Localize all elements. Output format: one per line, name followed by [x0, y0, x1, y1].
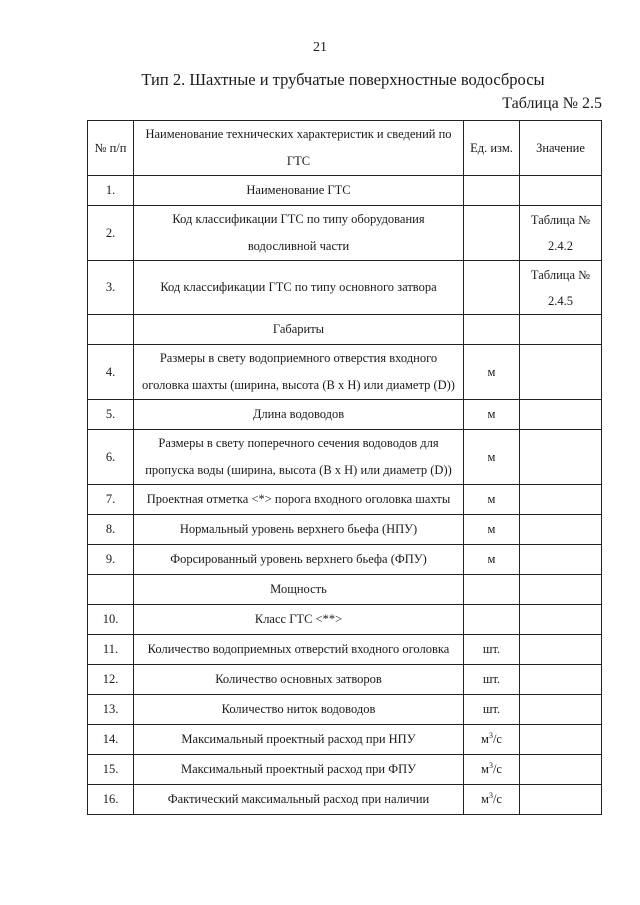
table-row — [88, 755, 602, 785]
row-name: Код классификации ГТС по типу оборудования водосливной части — [134, 206, 464, 261]
row-unit: шт. — [464, 665, 520, 695]
row-name: Класс ГТС <**> — [134, 605, 464, 635]
row-value — [520, 176, 602, 206]
row-name: Код классификации ГТС по типу основного затвора — [134, 261, 464, 315]
row-name: Размеры в свету водоприемного отверстия входного оголовка шахты (ширина, высота (В x Н) или диаметр (D)) — [134, 345, 464, 400]
row-number: 7. — [88, 485, 134, 515]
row-name: Нормальный уровень верхнего бьефа (НПУ) — [134, 515, 464, 545]
table-row — [88, 545, 602, 575]
header-value: Значение — [520, 121, 602, 176]
document-title: Тип 2. Шахтные и трубчатые поверхностные водосбросы — [141, 70, 545, 89]
row-unit: м — [464, 400, 520, 430]
row-value — [520, 400, 602, 430]
page-number: 21 — [313, 40, 327, 55]
table-row — [88, 605, 602, 635]
row-value: Таблица № 2.4.2 — [520, 206, 602, 261]
row-name: Фактический максимальный расход при наличии — [134, 785, 464, 815]
row-unit: м — [464, 430, 520, 485]
row-value — [520, 635, 602, 665]
table-row — [88, 515, 602, 545]
row-value: Таблица № 2.4.5 — [520, 261, 602, 315]
table-row — [88, 400, 602, 430]
row-number: 9. — [88, 545, 134, 575]
table-row — [88, 665, 602, 695]
row-unit: м — [464, 345, 520, 400]
row-number: 3. — [88, 261, 134, 315]
row-value — [520, 605, 602, 635]
row-unit — [464, 176, 520, 206]
row-value — [520, 575, 602, 605]
row-number: 13. — [88, 695, 134, 725]
row-number: 12. — [88, 665, 134, 695]
row-unit: шт. — [464, 635, 520, 665]
row-name: Габариты — [134, 315, 464, 345]
row-number: 11. — [88, 635, 134, 665]
row-unit — [464, 605, 520, 635]
row-unit: $м^3/с$ — [464, 725, 520, 755]
row-name: Размеры в свету поперечного сечения водоводов для пропуска воды (ширина, высота (В x Н) или диаметр (D)) — [134, 430, 464, 485]
table-row — [88, 575, 602, 605]
row-number — [88, 575, 134, 605]
row-unit: м — [464, 515, 520, 545]
header-num: № п/п — [88, 121, 134, 176]
row-unit: $м^3/с$ — [464, 755, 520, 785]
row-unit: шт. — [464, 695, 520, 725]
row-number: 15. — [88, 755, 134, 785]
table-row — [88, 430, 602, 485]
row-value — [520, 545, 602, 575]
table-row — [88, 485, 602, 515]
row-number: 14. — [88, 725, 134, 755]
row-value — [520, 315, 602, 345]
row-number: 5. — [88, 400, 134, 430]
table-row — [88, 261, 602, 315]
table-row — [88, 635, 602, 665]
row-unit — [464, 261, 520, 315]
row-number — [88, 315, 134, 345]
row-name: Мощность — [134, 575, 464, 605]
row-name: Максимальный проектный расход при ФПУ — [134, 755, 464, 785]
row-name: Количество основных затворов — [134, 665, 464, 695]
row-number: 8. — [88, 515, 134, 545]
row-value — [520, 515, 602, 545]
row-unit — [464, 206, 520, 261]
row-unit — [464, 315, 520, 345]
row-number: 2. — [88, 206, 134, 261]
header-name: Наименование технических характеристик и сведений по ГТС — [134, 121, 464, 176]
row-name: Наименование ГТС — [134, 176, 464, 206]
table-header-row — [88, 121, 602, 176]
row-name: Длина водоводов — [134, 400, 464, 430]
row-value — [520, 665, 602, 695]
table-row — [88, 725, 602, 755]
table-row — [88, 785, 602, 815]
row-unit: м — [464, 485, 520, 515]
row-name: Максимальный проектный расход при НПУ — [134, 725, 464, 755]
row-value — [520, 695, 602, 725]
row-value — [520, 755, 602, 785]
table-row — [88, 315, 602, 345]
row-number: 16. — [88, 785, 134, 815]
row-unit — [464, 575, 520, 605]
row-number: 1. — [88, 176, 134, 206]
specifications-table — [87, 120, 602, 815]
table-row — [88, 345, 602, 400]
row-value — [520, 345, 602, 400]
row-name: Проектная отметка <*> порога входного оголовка шахты — [134, 485, 464, 515]
row-name: Форсированный уровень верхнего бьефа (ФПУ) — [134, 545, 464, 575]
row-name: Количество водоприемных отверстий входного оголовка — [134, 635, 464, 665]
table-row — [88, 206, 602, 261]
table-row — [88, 176, 602, 206]
table-label: Таблица № 2.5 — [502, 95, 602, 112]
row-value — [520, 785, 602, 815]
row-number: 10. — [88, 605, 134, 635]
row-value — [520, 485, 602, 515]
row-unit: м — [464, 545, 520, 575]
row-value — [520, 725, 602, 755]
row-value — [520, 430, 602, 485]
row-unit: $м^3/с$ — [464, 785, 520, 815]
row-name: Количество ниток водоводов — [134, 695, 464, 725]
row-number: 4. — [88, 345, 134, 400]
table-row — [88, 695, 602, 725]
header-unit: Ед. изм. — [464, 121, 520, 176]
row-number: 6. — [88, 430, 134, 485]
